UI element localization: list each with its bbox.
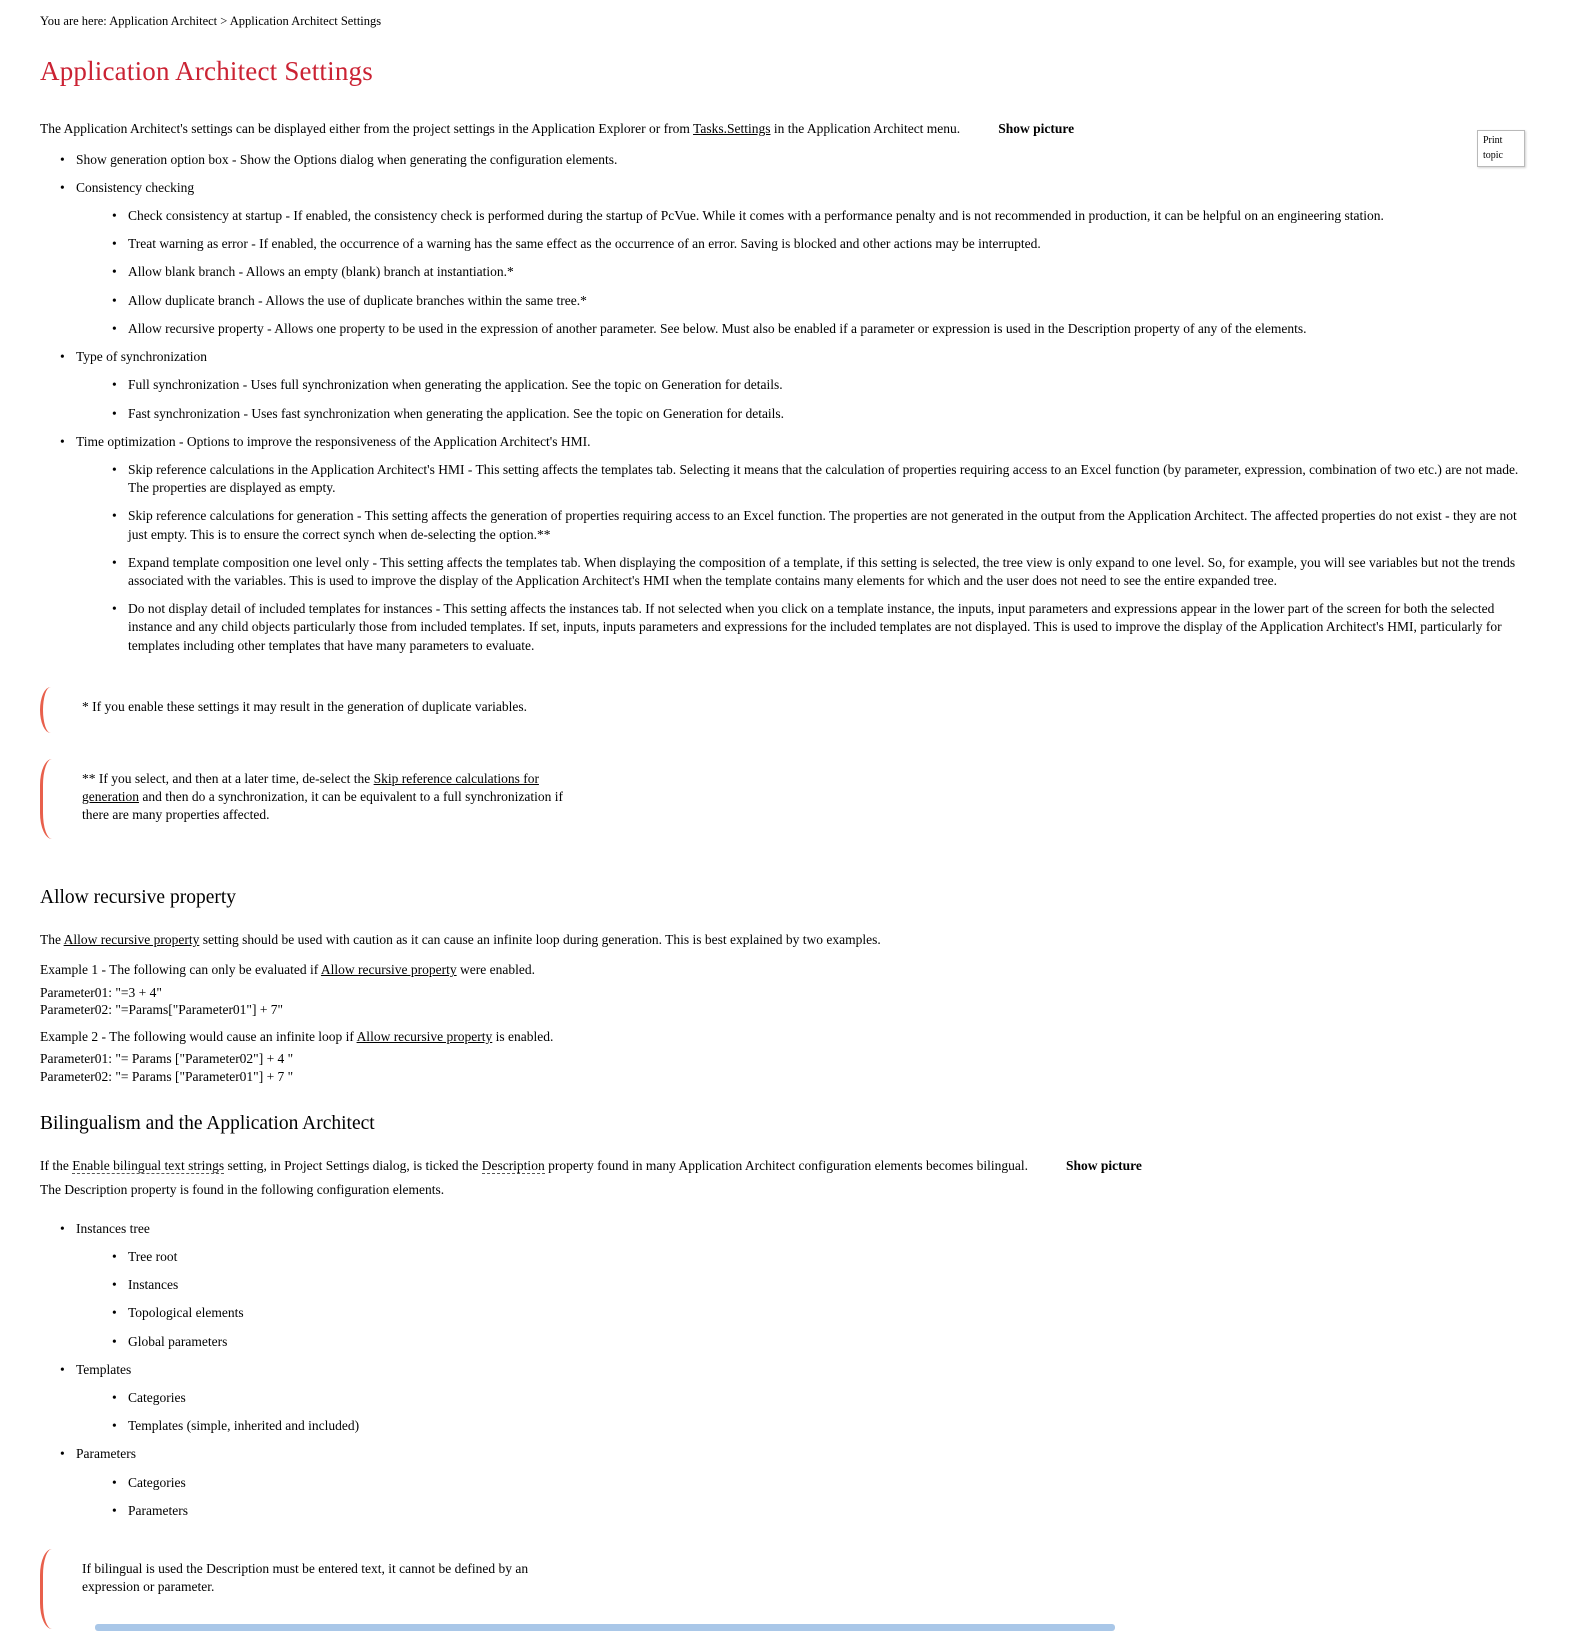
text-segment: were enabled. bbox=[456, 962, 535, 978]
note-text bbox=[82, 770, 587, 825]
list-item bbox=[112, 1474, 1528, 1492]
configuration-elements-list bbox=[40, 1220, 1528, 1520]
list-item-text: Global parameters bbox=[128, 1333, 228, 1349]
list-item bbox=[60, 433, 1528, 655]
section-heading-bilingualism: Bilingualism and the Application Architect bbox=[40, 1112, 375, 1134]
list-item bbox=[112, 263, 1528, 281]
list-item bbox=[112, 1333, 1528, 1351]
list-item bbox=[60, 1361, 1528, 1436]
note-text-pre: ** If you select, and then at a later time, de-select the bbox=[82, 770, 374, 786]
list-item bbox=[112, 1248, 1528, 1266]
note-callout-skip-reference bbox=[40, 757, 1528, 841]
list-item bbox=[112, 405, 1528, 423]
tasks-settings-link[interactable]: Tasks.Settings bbox=[693, 121, 771, 137]
text-segment: Example 1 - The following can only be evaluated if bbox=[40, 962, 321, 978]
list-item-text: Full synchronization - Uses full synchronization when generating the application. See the topic on Generation for details. bbox=[128, 377, 783, 393]
list-item-text: Instances bbox=[128, 1277, 179, 1293]
list-item-text: Topological elements bbox=[128, 1305, 244, 1321]
enable-bilingual-text-strings-link[interactable]: Enable bilingual text strings bbox=[72, 1158, 225, 1174]
example1-code bbox=[40, 984, 1528, 1019]
settings-option-list bbox=[40, 151, 1528, 655]
time-optimization-sublist bbox=[76, 461, 1528, 655]
list-item bbox=[60, 1445, 1528, 1520]
list-item-text: Allow recursive property - Allows one property to be used in the expression of another parameter. See below. Must also be enabled if a parameter or expression is used in the Description property of any of the elements. bbox=[128, 320, 1307, 336]
text-segment: Example 2 - The following would cause an infinite loop if bbox=[40, 1029, 357, 1045]
list-item bbox=[60, 151, 1528, 169]
text-segment: is enabled. bbox=[492, 1029, 554, 1045]
consistency-sublist bbox=[76, 207, 1528, 338]
allow-recursive-property-link[interactable]: Allow recursive property bbox=[356, 1029, 493, 1045]
example2-paragraph bbox=[40, 1028, 1528, 1046]
code-line: Parameter01: "= Params ["Parameter02"] + 4 " bbox=[40, 1051, 294, 1067]
list-item-text: Fast synchronization - Uses fast synchronization when generating the application. See the topic on Generation for details. bbox=[128, 405, 785, 421]
list-item bbox=[112, 235, 1528, 253]
list-item bbox=[112, 376, 1528, 394]
list-item-text: Parameters bbox=[128, 1502, 188, 1518]
show-picture-toggle[interactable]: Show picture bbox=[1065, 1158, 1142, 1174]
allow-recursive-property-link[interactable]: Allow recursive property bbox=[63, 932, 200, 948]
skip-reference-link[interactable]: Skip reference calculations for generation bbox=[82, 770, 539, 805]
print-topic-button[interactable]: Print topic bbox=[1477, 130, 1525, 167]
text-segment: If the bbox=[40, 1158, 73, 1174]
list-item-text: Categories bbox=[128, 1474, 186, 1490]
list-item-text: Allow blank branch - Allows an empty (blank) branch at instantiation.* bbox=[128, 264, 514, 280]
section-heading-allow-recursive: Allow recursive property bbox=[40, 886, 237, 908]
example2-code bbox=[40, 1050, 1528, 1085]
list-item bbox=[112, 320, 1528, 338]
text-segment: setting should be used with caution as it can cause an infinite loop during generation. This is best explained by two examples. bbox=[199, 932, 881, 948]
note-text: If bilingual is used the Description must be entered text, it cannot be defined by an expression or parameter. bbox=[82, 1561, 529, 1595]
list-item-text: Parameters bbox=[76, 1446, 136, 1462]
text-segment: The bbox=[40, 932, 64, 948]
list-item-text: Templates (simple, inherited and included) bbox=[128, 1418, 360, 1434]
text-segment: property found in many Application Architect configuration elements becomes bilingual. bbox=[544, 1158, 1028, 1174]
intro-text-post: in the Application Architect menu. bbox=[770, 121, 961, 137]
instances-tree-sublist bbox=[76, 1248, 1528, 1351]
code-line: Parameter02: "= Params ["Parameter01"] + 7 " bbox=[40, 1068, 294, 1084]
list-item-text: Treat warning as error - If enabled, the occurrence of a warning has the same effect as the occurrence of an error. Saving is blocked and other actions may be interrupted. bbox=[128, 236, 1041, 252]
page-title: Application Architect Settings bbox=[40, 55, 373, 86]
templates-sublist bbox=[76, 1389, 1528, 1435]
list-item-text: Time optimization - Options to improve the responsiveness of the Application Architect's HMI. bbox=[76, 433, 591, 449]
list-item-text: Skip reference calculations in the Application Architect's HMI - This setting affects the templates tab. Selecting it means that the calculation of properties requiring access to an Excel function (by parameter, expression, combination of two etc.) are not made. The properties are displayed as empty. bbox=[128, 461, 1519, 496]
list-item-text: Show generation option box - Show the Options dialog when generating the configuration elements. bbox=[76, 151, 618, 167]
list-item bbox=[60, 348, 1528, 423]
list-item-text: Do not display detail of included templates for instances - This setting affects the instances tab. If not selected when you click on a template instance, the inputs, input parameters and expressions appear in the lower part of the screen for both the selected instance and any child objects particularly those from included templates. If set, inputs, inputs parameters and expressions for the included templates are not displayed. This is used to improve the display of the Application Architect's HMI, particularly for templates including other templates that have many parameters to evaluate. bbox=[128, 601, 1502, 653]
note-callout-duplicate-variables bbox=[40, 685, 1528, 735]
note-text: * If you enable these settings it may result in the generation of duplicate variables. bbox=[82, 698, 527, 714]
list-item bbox=[60, 179, 1528, 338]
list-item-text: Check consistency at startup - If enabled, the consistency check is performed during the startup of PcVue. While it comes with a performance penalty and is not recommended in production, it can be helpful on an engineering station. bbox=[128, 207, 1384, 223]
list-item bbox=[112, 1502, 1528, 1520]
code-line: Parameter02: "=Params["Parameter01"] + 7" bbox=[40, 1001, 284, 1017]
description-elements-paragraph: The Description property is found in the following configuration elements. bbox=[40, 1182, 445, 1198]
list-item-text: Instances tree bbox=[76, 1220, 150, 1236]
list-item bbox=[112, 207, 1528, 225]
text-segment: setting, in Project Settings dialog, is ticked the bbox=[224, 1158, 482, 1174]
note-text-post: and then do a synchronization, it can be equivalent to a full synchronization if there are many properties affected. bbox=[82, 789, 563, 823]
show-picture-toggle[interactable]: Show picture bbox=[998, 121, 1075, 137]
parameters-sublist bbox=[76, 1474, 1528, 1520]
synchronization-sublist bbox=[76, 376, 1528, 422]
note-callout-bilingual bbox=[40, 1547, 1528, 1631]
example1-paragraph bbox=[40, 961, 1528, 979]
list-item-text: Tree root bbox=[128, 1248, 178, 1264]
list-item-text: Allow duplicate branch - Allows the use of duplicate branches within the same tree.* bbox=[128, 292, 587, 308]
list-item bbox=[60, 1220, 1528, 1351]
list-item bbox=[112, 461, 1528, 497]
horizontal-scrollbar-thumb[interactable] bbox=[95, 1624, 1115, 1631]
recursive-intro-paragraph bbox=[40, 931, 1528, 949]
list-item bbox=[112, 600, 1528, 655]
list-item-text: Expand template composition one level only - This setting affects the templates tab. When displaying the composition of a template, if this setting is selected, the tree view is only expand to one level. So, for example, you will see variables but not the trends associated with the variables. This is used to improve the display of the Application Architect's HMI when the template contains many elements for which and the user does not need to see the entire expanded tree. bbox=[128, 554, 1516, 589]
list-item bbox=[112, 292, 1528, 310]
description-link[interactable]: Description bbox=[481, 1158, 545, 1174]
breadcrumb: You are here: Application Architect > Application Architect Settings bbox=[40, 14, 382, 28]
list-item bbox=[112, 507, 1528, 543]
list-item-text: Type of synchronization bbox=[76, 349, 208, 365]
bilingual-paragraph bbox=[40, 1157, 1528, 1175]
list-item bbox=[112, 554, 1528, 590]
code-line: Parameter01: "=3 + 4" bbox=[40, 984, 162, 1000]
list-item bbox=[112, 1276, 1528, 1294]
list-item bbox=[112, 1304, 1528, 1322]
intro-text-pre: The Application Architect's settings can be displayed either from the project settings in the Application Explorer or from bbox=[40, 121, 694, 137]
list-item-text: Categories bbox=[128, 1390, 186, 1405]
list-item-text: Consistency checking bbox=[76, 179, 195, 195]
list-item-text: Templates bbox=[76, 1361, 132, 1377]
allow-recursive-property-link[interactable]: Allow recursive property bbox=[320, 962, 457, 978]
list-item-text: Skip reference calculations for generation - This setting affects the generation of properties requiring access to an Excel function. The properties are not generated in the output from the Application Architect. The affected properties do not exist - they are not just empty. This is to ensure the correct synch when de-selecting the option.** bbox=[128, 508, 1517, 542]
intro-paragraph bbox=[40, 120, 1528, 138]
list-item bbox=[112, 1389, 1528, 1407]
